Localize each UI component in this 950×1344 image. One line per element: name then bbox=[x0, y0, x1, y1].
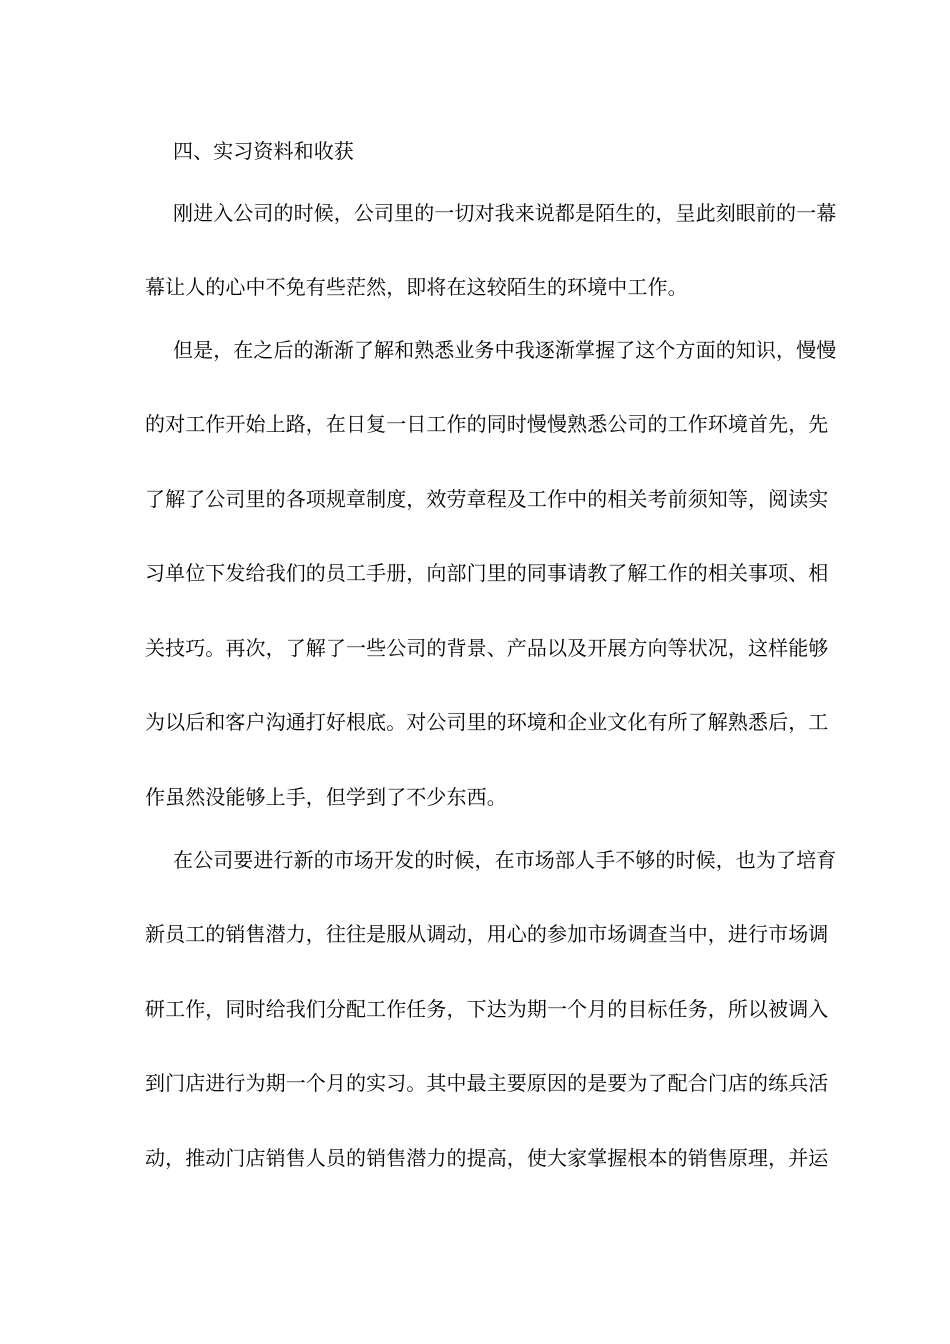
paragraph-line: 的对工作开始上路，在日复一日工作的同时慢慢熟悉公司的工作环境首先，先 bbox=[145, 412, 829, 436]
paragraph-line: 刚进入公司的时候，公司里的一切对我来说都是陌生的，呈此刻眼前的一幕 bbox=[173, 201, 837, 225]
paragraph-line: 在公司要进行新的市场开发的时候，在市场部人手不够的时候，也为了培育 bbox=[173, 848, 837, 872]
section-heading: 四、实习资料和收获 bbox=[173, 139, 354, 163]
paragraph-line: 研工作，同时给我们分配工作任务，下达为期一个月的目标任务，所以被调入 bbox=[145, 997, 829, 1021]
paragraph-line: 习单位下发给我们的员工手册，向部门里的同事请教了解工作的相关事项、相 bbox=[145, 561, 829, 585]
paragraph-line: 新员工的销售潜力，往往是服从调动，用心的参加市场调查当中，进行市场调 bbox=[145, 922, 829, 946]
paragraph-line: 了解了公司里的各项规章制度，效劳章程及工作中的相关考前须知等，阅读实 bbox=[145, 487, 829, 511]
paragraph-line: 为以后和客户沟通打好根底。对公司里的环境和企业文化有所了解熟悉后，工 bbox=[145, 710, 829, 734]
paragraph-line: 幕让人的心中不免有些茫然，即将在这较陌生的环境中工作。 bbox=[145, 275, 688, 299]
paragraph-line: 作虽然没能够上手，但学到了不少东西。 bbox=[145, 785, 507, 809]
paragraph-line: 动，推动门店销售人员的销售潜力的提高，使大家掌握根本的销售原理，并运 bbox=[145, 1146, 829, 1170]
paragraph-line: 关技巧。再次，了解了一些公司的背景、产品以及开展方向等状况，这样能够 bbox=[145, 636, 829, 660]
paragraph-line: 但是，在之后的渐渐了解和熟悉业务中我逐渐掌握了这个方面的知识，慢慢 bbox=[173, 338, 837, 362]
paragraph-line: 到门店进行为期一个月的实习。其中最主要原因的是要为了配合门店的练兵活 bbox=[145, 1071, 829, 1095]
